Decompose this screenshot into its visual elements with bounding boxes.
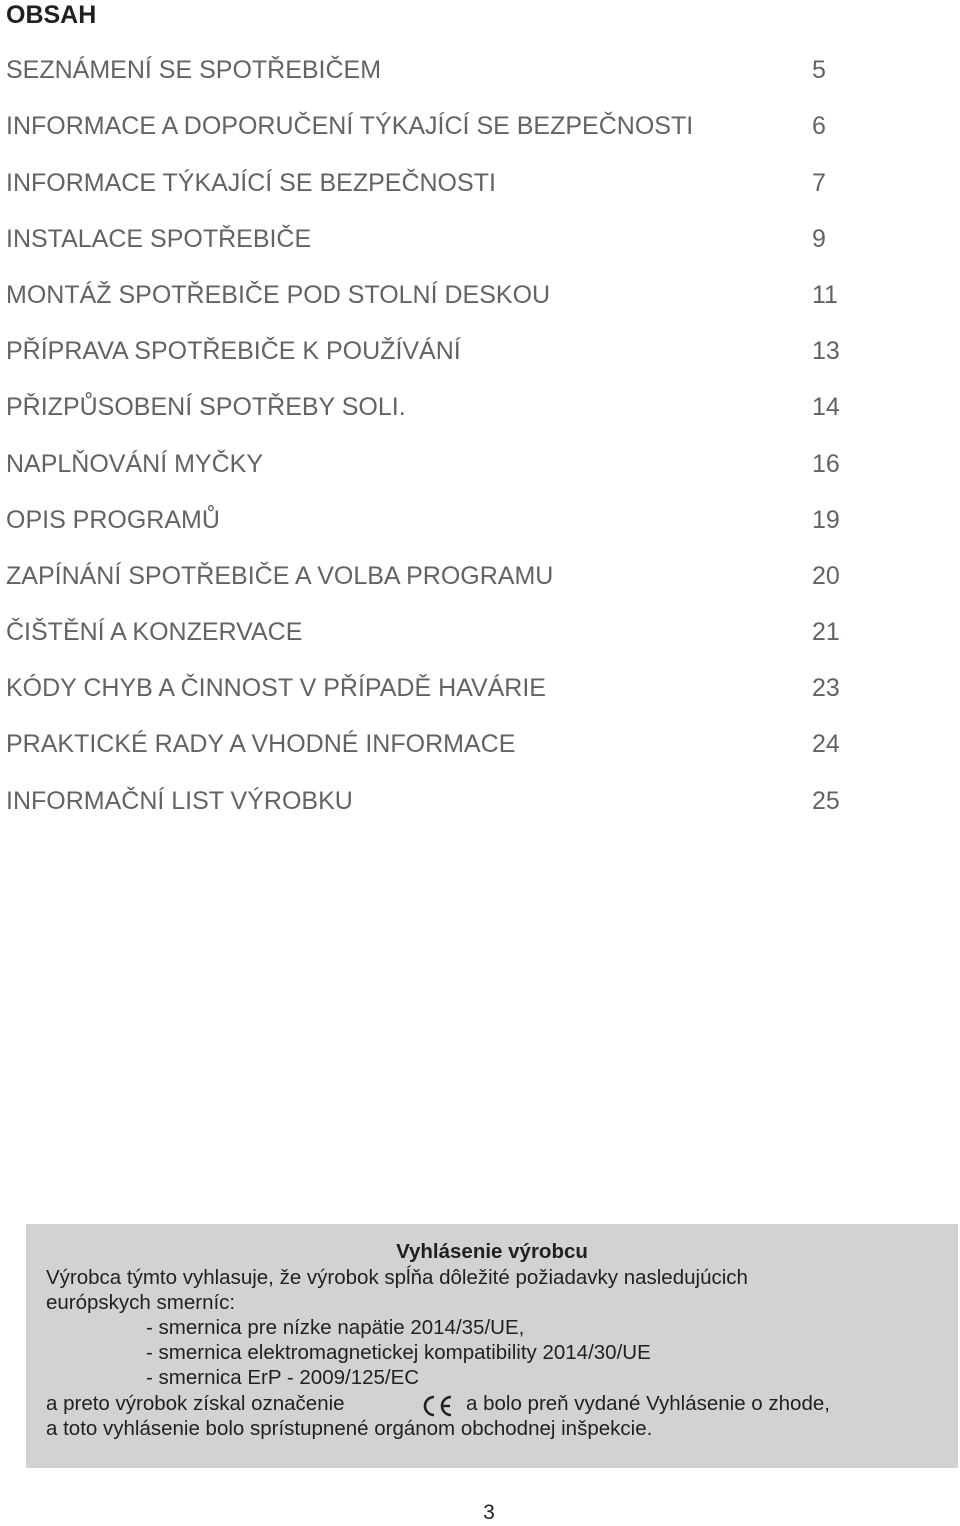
page-title: OBSAH	[6, 1, 97, 29]
declaration-text: európskych smerníc:	[46, 1291, 236, 1314]
page-number: 3	[483, 1501, 495, 1524]
toc-entry-page: 23	[812, 674, 840, 702]
toc-entry-page: 13	[812, 337, 840, 365]
toc-entry[interactable]	[6, 671, 866, 705]
toc-entry[interactable]	[6, 109, 866, 143]
toc-entry-page: 21	[812, 618, 840, 646]
toc-entry-page: 16	[812, 450, 840, 478]
toc-entry-page: 11	[812, 281, 838, 309]
toc-entry[interactable]	[6, 727, 866, 761]
toc-entry-title: INSTALACE SPOTŘEBIČE	[6, 225, 312, 253]
declaration-text: Výrobca týmto vyhlasuje, že výrobok spĺňa dôležité požiadavky nasledujúcich	[46, 1266, 748, 1289]
toc-entry[interactable]	[6, 334, 866, 368]
declaration-title: Vyhlásenie výrobcu	[396, 1240, 588, 1263]
toc-entry[interactable]	[6, 559, 866, 593]
ce-mark-icon	[420, 1394, 456, 1418]
toc-entry[interactable]	[6, 390, 866, 424]
toc-entry[interactable]	[6, 278, 866, 312]
toc-entry[interactable]	[6, 166, 866, 200]
toc-entry-title: PŘIZPŮSOBENÍ SPOTŘEBY SOLI.	[6, 393, 406, 421]
toc-entry-page: 14	[812, 393, 840, 421]
directive-item: - smernica ErP - 2009/125/EC	[146, 1366, 420, 1389]
toc-entry[interactable]	[6, 53, 866, 87]
directive-item: - smernica elektromagnetickej kompatibility 2014/30/UE	[146, 1341, 651, 1364]
toc-entry[interactable]	[6, 784, 866, 818]
toc-entry[interactable]	[6, 615, 866, 649]
toc-entry-title: INFORMACE TÝKAJÍCÍ SE BEZPEČNOSTI	[6, 169, 496, 197]
toc-entry-page: 25	[812, 787, 840, 815]
toc-entry-title: PRAKTICKÉ RADY A VHODNÉ INFORMACE	[6, 730, 516, 758]
toc-entry-title: ČIŠTĚNÍ A KONZERVACE	[6, 618, 303, 646]
toc-entry-page: 5	[812, 56, 826, 84]
toc-entry[interactable]	[6, 222, 866, 256]
toc-entry-page: 6	[812, 112, 826, 140]
toc-entry-title: SEZNÁMENÍ SE SPOTŘEBIČEM	[6, 56, 382, 84]
toc-entry-title: MONTÁŽ SPOTŘEBIČE POD STOLNÍ DESKOU	[6, 281, 551, 309]
declaration-text: a bolo preň vydané Vyhlásenie o zhode,	[466, 1392, 830, 1415]
toc-entry-title: NAPLŇOVÁNÍ MYČKY	[6, 450, 264, 478]
toc-entry[interactable]	[6, 447, 866, 481]
toc-entry-title: ZAPÍNÁNÍ SPOTŘEBIČE A VOLBA PROGRAMU	[6, 562, 554, 590]
manufacturer-declaration-box	[26, 1224, 958, 1468]
declaration-text: a toto vyhlásenie bolo sprístupnené orgánom obchodnej inšpekcie.	[46, 1417, 653, 1440]
toc-entry-title: OPIS PROGRAMŮ	[6, 506, 220, 534]
directive-item: - smernica pre nízke napätie 2014/35/UE,	[146, 1316, 525, 1339]
declaration-text: a preto výrobok získal označenie	[46, 1392, 345, 1415]
toc-entry[interactable]	[6, 503, 866, 537]
toc-entry-title: PŘÍPRAVA SPOTŘEBIČE K POUŽÍVÁNÍ	[6, 337, 461, 365]
toc-entry-page: 7	[812, 169, 826, 197]
toc-entry-page: 20	[812, 562, 840, 590]
toc-entry-title: KÓDY CHYB A ČINNOST V PŘÍPADĚ HAVÁRIE	[6, 674, 546, 702]
toc-entry-page: 9	[812, 225, 826, 253]
toc-entry-page: 19	[812, 506, 840, 534]
toc-entry-title: INFORMACE A DOPORUČENÍ TÝKAJÍCÍ SE BEZPEČNOSTI	[6, 112, 694, 140]
toc-entry-title: INFORMAČNÍ LIST VÝROBKU	[6, 787, 353, 815]
toc-entry-page: 24	[812, 730, 840, 758]
